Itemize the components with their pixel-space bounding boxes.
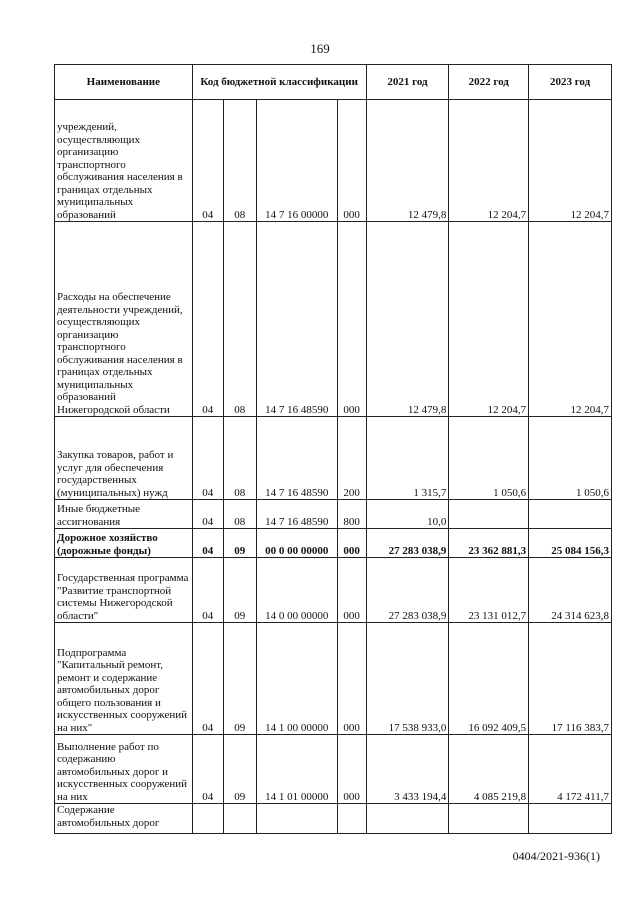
cell-target-article: 14 7 16 48590 — [256, 500, 337, 529]
cell-section: 04 — [192, 222, 223, 417]
cell-2023: 4 172 411,7 — [529, 735, 612, 804]
cell-expense-type: 200 — [337, 417, 366, 500]
cell-2023: 12 204,7 — [529, 100, 612, 222]
header-name: Наименование — [55, 65, 193, 100]
cell-2023 — [529, 804, 612, 834]
cell-subsection: 09 — [223, 558, 256, 623]
header-2023: 2023 год — [529, 65, 612, 100]
cell-subsection: 08 — [223, 500, 256, 529]
header-2022: 2022 год — [449, 65, 529, 100]
cell-name: Закупка товаров, работ и услуг для обеспечения государственных (муниципальных) нужд — [55, 417, 193, 500]
cell-section — [192, 804, 223, 834]
cell-subsection: 08 — [223, 222, 256, 417]
cell-2022: 12 204,7 — [449, 100, 529, 222]
cell-name: Выполнение работ по содержанию автомобильных дорог и искусственных сооружений на них — [55, 735, 193, 804]
cell-2021: 3 433 194,4 — [366, 735, 449, 804]
cell-target-article: 14 7 16 48590 — [256, 222, 337, 417]
table-row — [55, 529, 612, 558]
cell-target-article: 14 0 00 00000 — [256, 558, 337, 623]
cell-expense-type: 000 — [337, 558, 366, 623]
cell-2022: 23 131 012,7 — [449, 558, 529, 623]
cell-target-article: 14 7 16 48590 — [256, 417, 337, 500]
cell-target-article: 00 0 00 00000 — [256, 529, 337, 558]
cell-section: 04 — [192, 558, 223, 623]
cell-expense-type: 000 — [337, 735, 366, 804]
table-row — [55, 804, 612, 834]
cell-section: 04 — [192, 623, 223, 735]
cell-name: Содержание автомобильных дорог — [55, 804, 193, 834]
cell-target-article: 14 7 16 00000 — [256, 100, 337, 222]
cell-name: Иные бюджетные ассигнования — [55, 500, 193, 529]
document-id: 0404/2021-936(1) — [512, 849, 600, 863]
header-2021: 2021 год — [366, 65, 449, 100]
table-header-row — [55, 65, 612, 100]
table-row — [55, 623, 612, 735]
cell-name: Расходы на обеспечение деятельности учреждений, осуществляющих организацию транспортного обслуживания населения в границах отдельных муниципальных образований Нижегородской области — [55, 222, 193, 417]
cell-expense-type: 000 — [337, 222, 366, 417]
cell-name: Дорожное хозяйство (дорожные фонды) — [55, 529, 193, 558]
cell-expense-type: 000 — [337, 529, 366, 558]
cell-subsection: 09 — [223, 735, 256, 804]
cell-name: учреждений, осуществляющих организацию транспортного обслуживания населения в границах отдельных муниципальных образований — [55, 100, 193, 222]
cell-2021: 27 283 038,9 — [366, 558, 449, 623]
cell-section: 04 — [192, 100, 223, 222]
cell-subsection — [223, 804, 256, 834]
cell-expense-type: 000 — [337, 100, 366, 222]
cell-section: 04 — [192, 500, 223, 529]
cell-subsection: 09 — [223, 623, 256, 735]
table-row — [55, 735, 612, 804]
cell-expense-type — [337, 804, 366, 834]
cell-2021: 12 479,8 — [366, 100, 449, 222]
cell-2022 — [449, 500, 529, 529]
cell-2022 — [449, 804, 529, 834]
cell-section: 04 — [192, 417, 223, 500]
cell-2021: 12 479,8 — [366, 222, 449, 417]
cell-expense-type: 800 — [337, 500, 366, 529]
cell-2021: 17 538 933,0 — [366, 623, 449, 735]
cell-2022: 23 362 881,3 — [449, 529, 529, 558]
cell-2023: 25 084 156,3 — [529, 529, 612, 558]
cell-subsection: 08 — [223, 100, 256, 222]
table-row — [55, 500, 612, 529]
cell-2021: 27 283 038,9 — [366, 529, 449, 558]
cell-2023: 17 116 383,7 — [529, 623, 612, 735]
cell-2023: 24 314 623,8 — [529, 558, 612, 623]
cell-name: Государственная программа "Развитие транспортной системы Нижегородской области" — [55, 558, 193, 623]
cell-section: 04 — [192, 529, 223, 558]
cell-2022: 16 092 409,5 — [449, 623, 529, 735]
cell-2021: 1 315,7 — [366, 417, 449, 500]
page-number: 169 — [310, 41, 330, 56]
cell-2023: 12 204,7 — [529, 222, 612, 417]
cell-section: 04 — [192, 735, 223, 804]
cell-2023 — [529, 500, 612, 529]
cell-target-article: 14 1 00 00000 — [256, 623, 337, 735]
cell-2023: 1 050,6 — [529, 417, 612, 500]
cell-2022: 4 085 219,8 — [449, 735, 529, 804]
table-row — [55, 100, 612, 222]
cell-subsection: 08 — [223, 417, 256, 500]
cell-name: Подпрограмма "Капитальный ремонт, ремонт и содержание автомобильных дорог общего пользования и искусственных сооружений на них" — [55, 623, 193, 735]
table-row — [55, 222, 612, 417]
table-row — [55, 417, 612, 500]
header-code: Код бюджетной классификации — [192, 65, 366, 100]
cell-subsection: 09 — [223, 529, 256, 558]
cell-2022: 12 204,7 — [449, 222, 529, 417]
cell-2021: 10,0 — [366, 500, 449, 529]
cell-2021 — [366, 804, 449, 834]
cell-2022: 1 050,6 — [449, 417, 529, 500]
cell-expense-type: 000 — [337, 623, 366, 735]
cell-target-article: 14 1 01 00000 — [256, 735, 337, 804]
table-row — [55, 558, 612, 623]
cell-target-article — [256, 804, 337, 834]
budget-table — [54, 64, 612, 834]
